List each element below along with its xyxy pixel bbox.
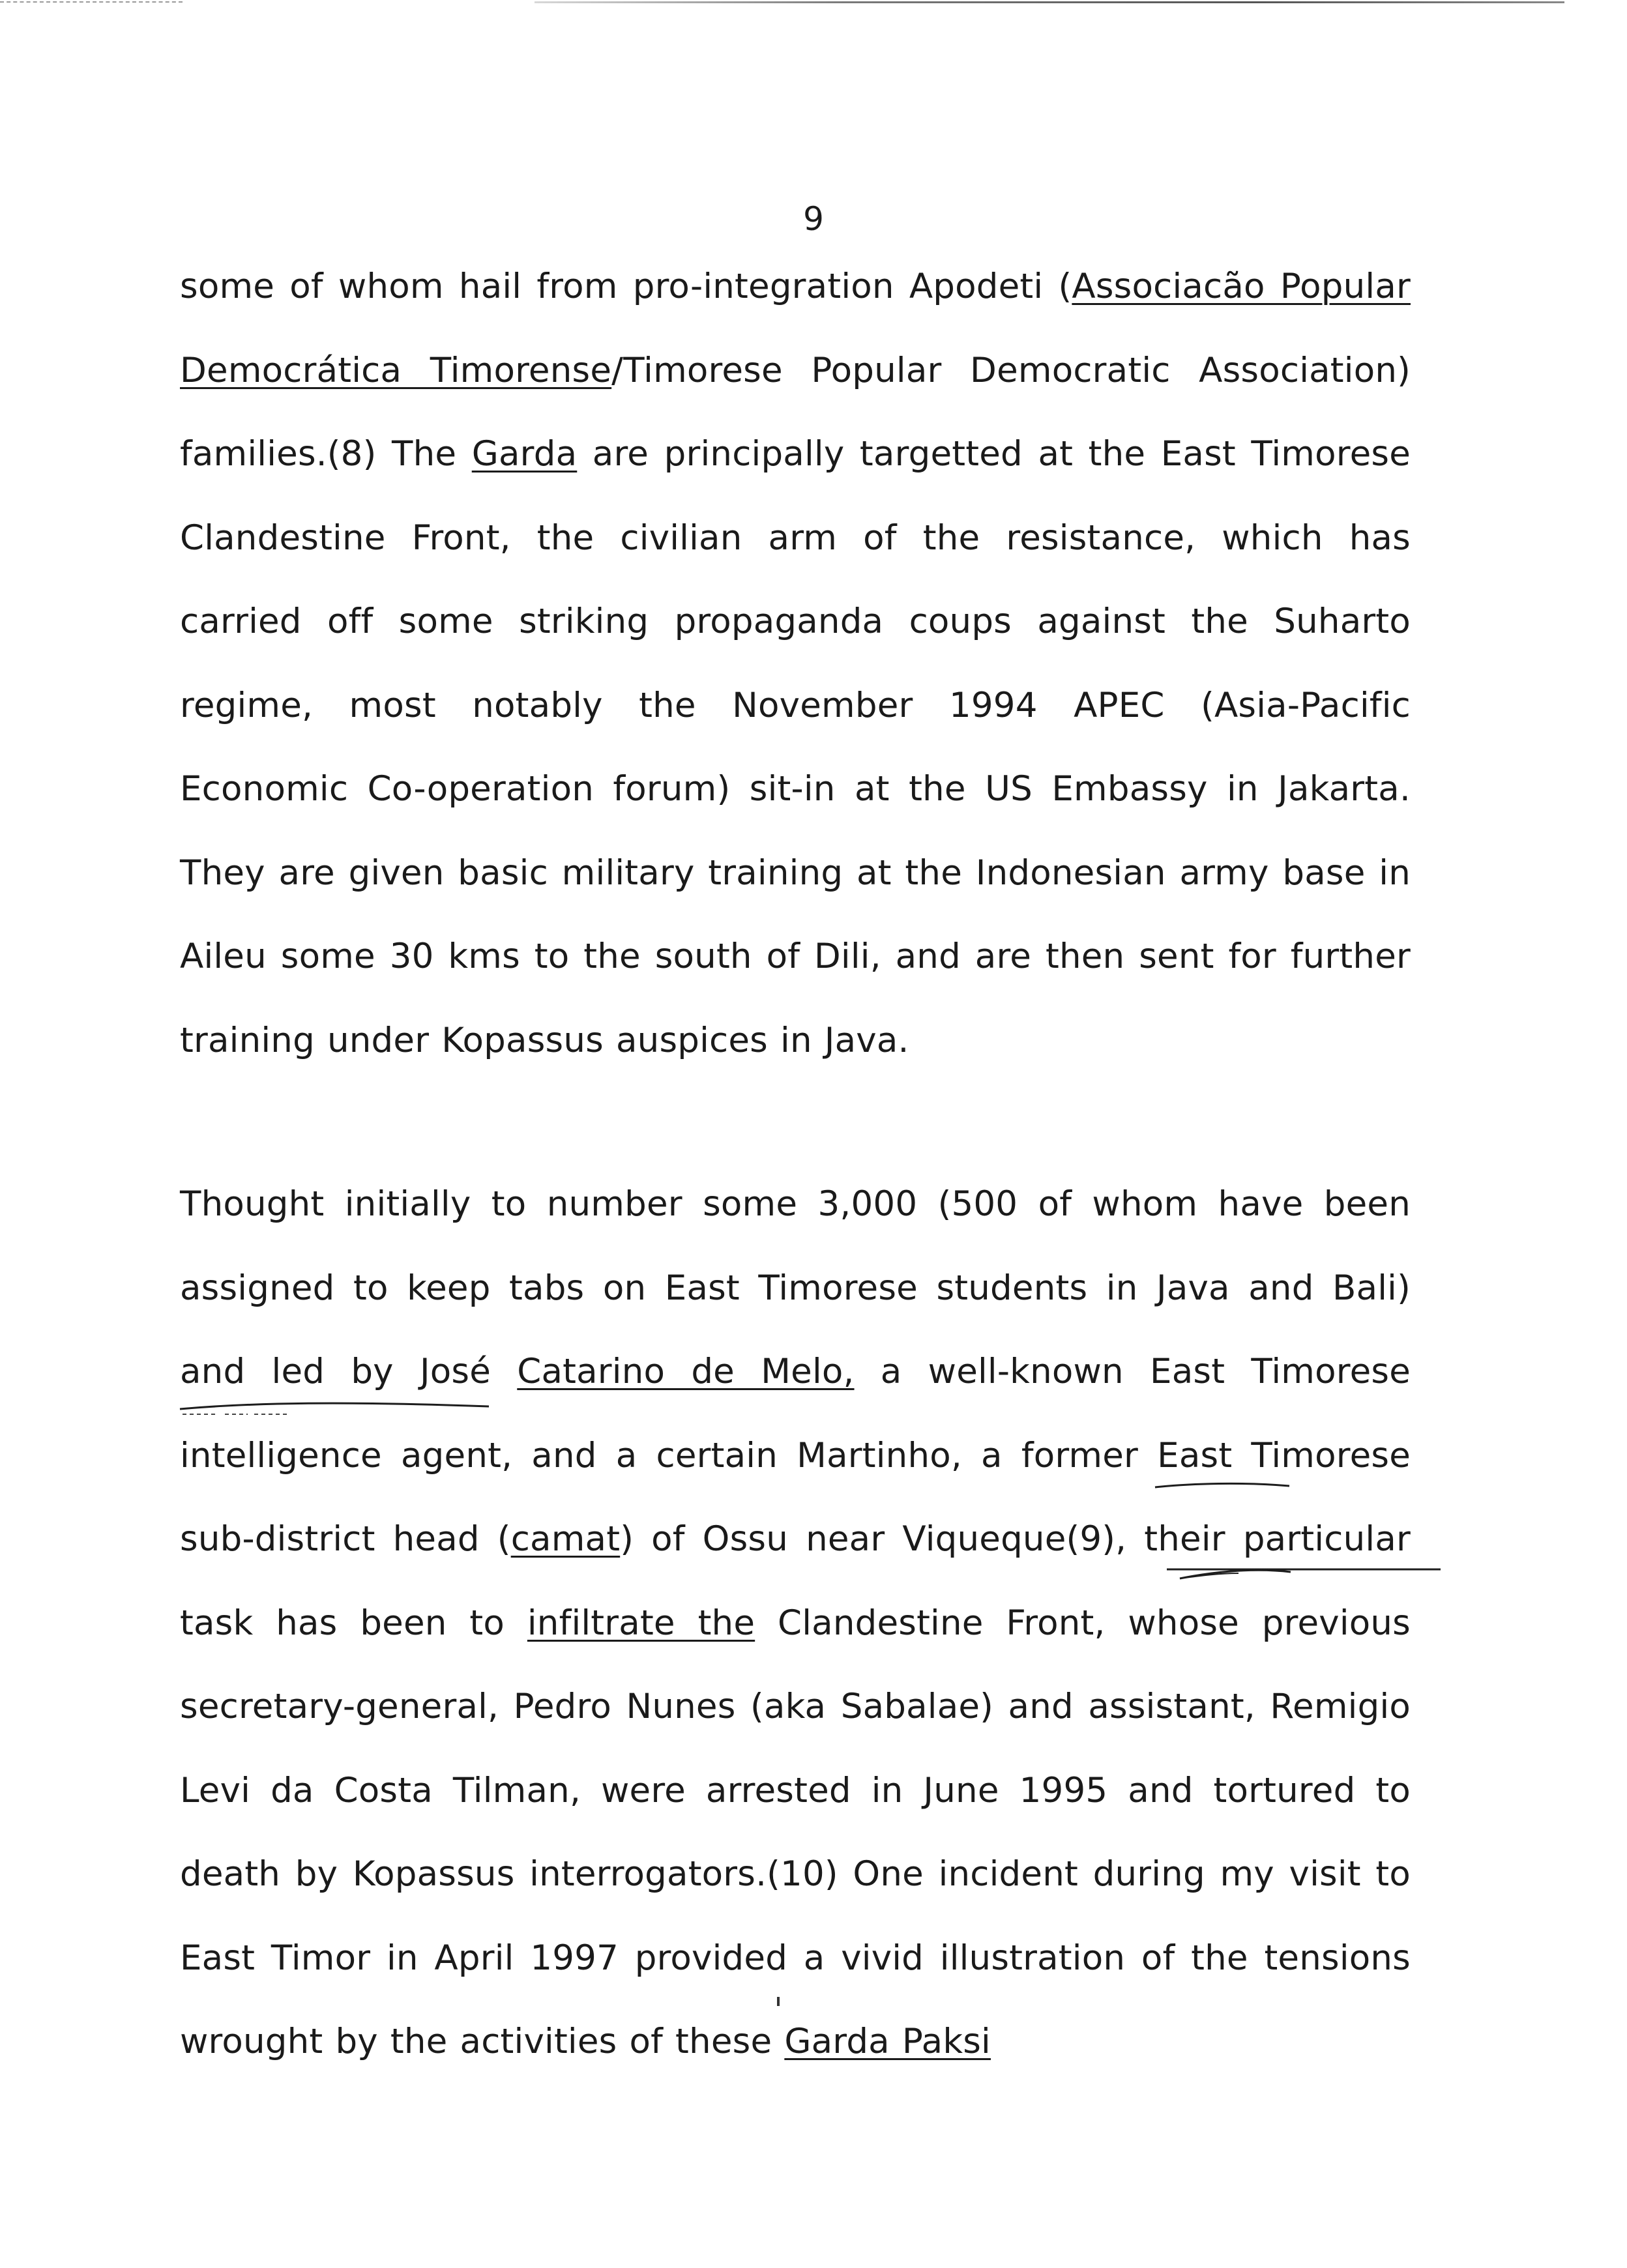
paragraph-text-run: /Timorese Popular Democratic Association) families.(8) The	[180, 350, 1411, 474]
paragraph-text-run: ) of Ossu near Viqueque(9), their particular task has been to	[180, 1519, 1411, 1643]
paragraph-text-run: Clandestine Front, whose previous secretary-general, Pedro Nunes (aka Sabalae) and assistant, Remigio Levi da Costa Tilman, were arrested in June 1995 and tortured to death by Kopassus interrogators.(10) One incident during my visit to East Timor in April 1997 provided a vivid illustration of the tensions wrought by the activities of these	[180, 1603, 1411, 2061]
stray-pen-mark	[777, 1997, 780, 2006]
underlined-text: infiltrate the	[527, 1603, 755, 1643]
underlined-text: Catarino de Melo,	[517, 1352, 855, 1391]
page-number: 9	[803, 200, 824, 238]
underlined-text: camat	[510, 1519, 621, 1559]
paragraph-2	[180, 1163, 1411, 2084]
paragraph-text-run: are principally targetted at the East Timorese Clandestine Front, the civilian arm of the resistance, which has carried off some striking propaganda coups against the Suharto regime, most notably the November 1994 APEC (Asia-Pacific Economic Co-operation forum) sit-in at the US Embassy in Jakarta. They are given basic military training at the Indonesian army base in Aileu some 30 kms to the south of Dili, and are then sent for further training under Kopassus auspices in Java.	[180, 434, 1411, 1060]
underlined-text: Garda	[471, 434, 578, 474]
paragraph-text-run: a well-known East Timorese intelligence agent, and a certain Martinho, a former East Timorese sub-district head (	[180, 1352, 1411, 1559]
scan-edge-right	[535, 1, 1564, 3]
underlined-text: Associacão Popular Democrática Timorense	[180, 267, 1411, 390]
paragraph-text-run: Thought initially to number some 3,000 (500 of whom have been assigned to keep tabs on East Timorese students in Java and Bali) and led by José	[180, 1184, 1411, 1391]
paragraph-1	[180, 245, 1411, 1083]
scan-top-edge	[0, 1, 1627, 4]
underlined-text: Garda Paksi	[784, 2022, 991, 2061]
scan-edge-left	[0, 1, 183, 4]
paragraph-text-run: some of whom hail from pro-integration Apodeti (	[180, 267, 1072, 306]
